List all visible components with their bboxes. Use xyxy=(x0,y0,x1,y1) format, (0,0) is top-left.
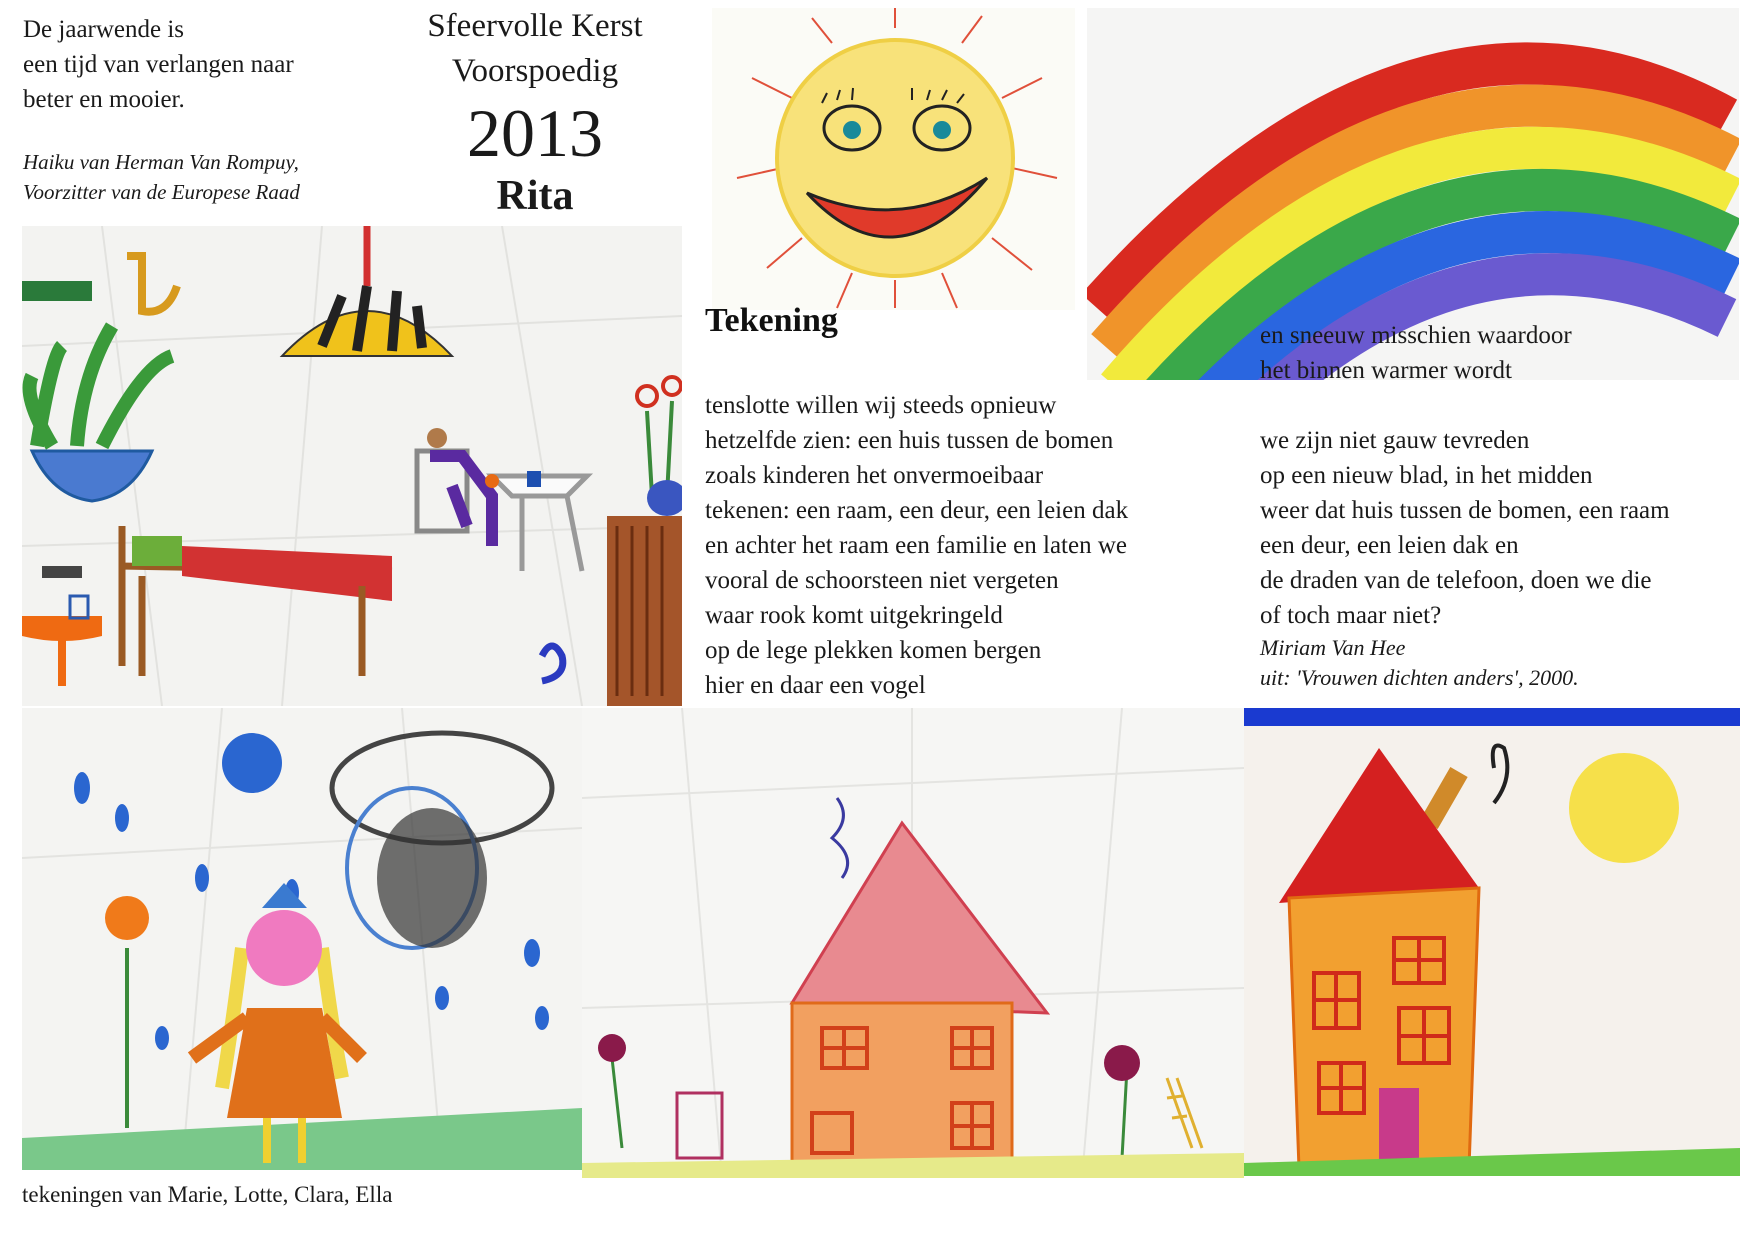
poem-line: hetzelfde zien: een huis tussen de bomen xyxy=(705,427,1114,454)
bedroom-scene-icon xyxy=(22,226,682,706)
poem-line: vooral de schoorsteen niet vergeten xyxy=(705,567,1059,594)
poem-line: of toch maar niet? xyxy=(1260,602,1442,629)
poem-left-column xyxy=(705,388,1128,703)
poem-line: zoals kinderen het onvermoeibaar xyxy=(705,462,1044,489)
poem-line: het binnen warmer wordt xyxy=(1260,357,1513,384)
poem-title: Tekening xyxy=(705,302,838,339)
poem-line: tekenen: een raam, een deur, een leien dak xyxy=(705,497,1129,524)
poem-line: we zijn niet gauw tevreden xyxy=(1260,427,1530,454)
poem-line: een deur, een leien dak en xyxy=(1260,532,1519,559)
poem-line: op een nieuw blad, in het midden xyxy=(1260,462,1593,489)
poem-line: en achter het raam een familie en laten we xyxy=(705,532,1127,559)
poem-source: uit: 'Vrouwen dichten anders', 2000. xyxy=(1260,665,1579,690)
caption: tekeningen van Marie, Lotte, Clara, Ella xyxy=(22,1182,393,1207)
tall-house-drawing xyxy=(1244,708,1740,1176)
house-pink-roof-icon xyxy=(582,708,1244,1178)
haiku-line: beter en mooier. xyxy=(23,86,185,113)
poem-right-column xyxy=(1260,423,1670,693)
girl-in-rain-icon xyxy=(22,708,582,1170)
room-drawing xyxy=(22,226,682,706)
house-drawing xyxy=(582,708,1244,1178)
haiku-credit: Voorzitter van de Europese Raad xyxy=(23,180,300,204)
sun-drawing xyxy=(712,8,1075,310)
greeting xyxy=(390,4,680,220)
poem-right-top xyxy=(1260,318,1572,388)
greeting-year: 2013 xyxy=(467,95,603,171)
poem-line: de draden van de telefoon, doen we die xyxy=(1260,567,1652,594)
poem-line: hier en daar een vogel xyxy=(705,672,926,699)
haiku-line: een tijd van verlangen naar xyxy=(23,51,294,78)
tall-house-with-sun-icon xyxy=(1244,708,1740,1176)
haiku xyxy=(23,12,300,207)
greeting-name: Rita xyxy=(496,173,574,219)
poem-line: weer dat huis tussen de bomen, een raam xyxy=(1260,497,1670,524)
smiling-sun-icon xyxy=(712,8,1075,310)
poem-author: Miriam Van Hee xyxy=(1260,635,1406,660)
greeting-line: Voorspoedig xyxy=(451,53,619,89)
poem-line: tenslotte willen wij steeds opnieuw xyxy=(705,392,1057,419)
poem-line: waar rook komt uitgekringeld xyxy=(705,602,1003,629)
haiku-line: De jaarwende is xyxy=(23,16,185,43)
girl-drawing xyxy=(22,708,582,1170)
haiku-credit: Haiku van Herman Van Rompuy, xyxy=(23,150,299,174)
greeting-line: Sfeervolle Kerst xyxy=(427,8,643,44)
poem-line: en sneeuw misschien waardoor xyxy=(1260,322,1572,349)
poem-line: op de lege plekken komen bergen xyxy=(705,637,1042,664)
